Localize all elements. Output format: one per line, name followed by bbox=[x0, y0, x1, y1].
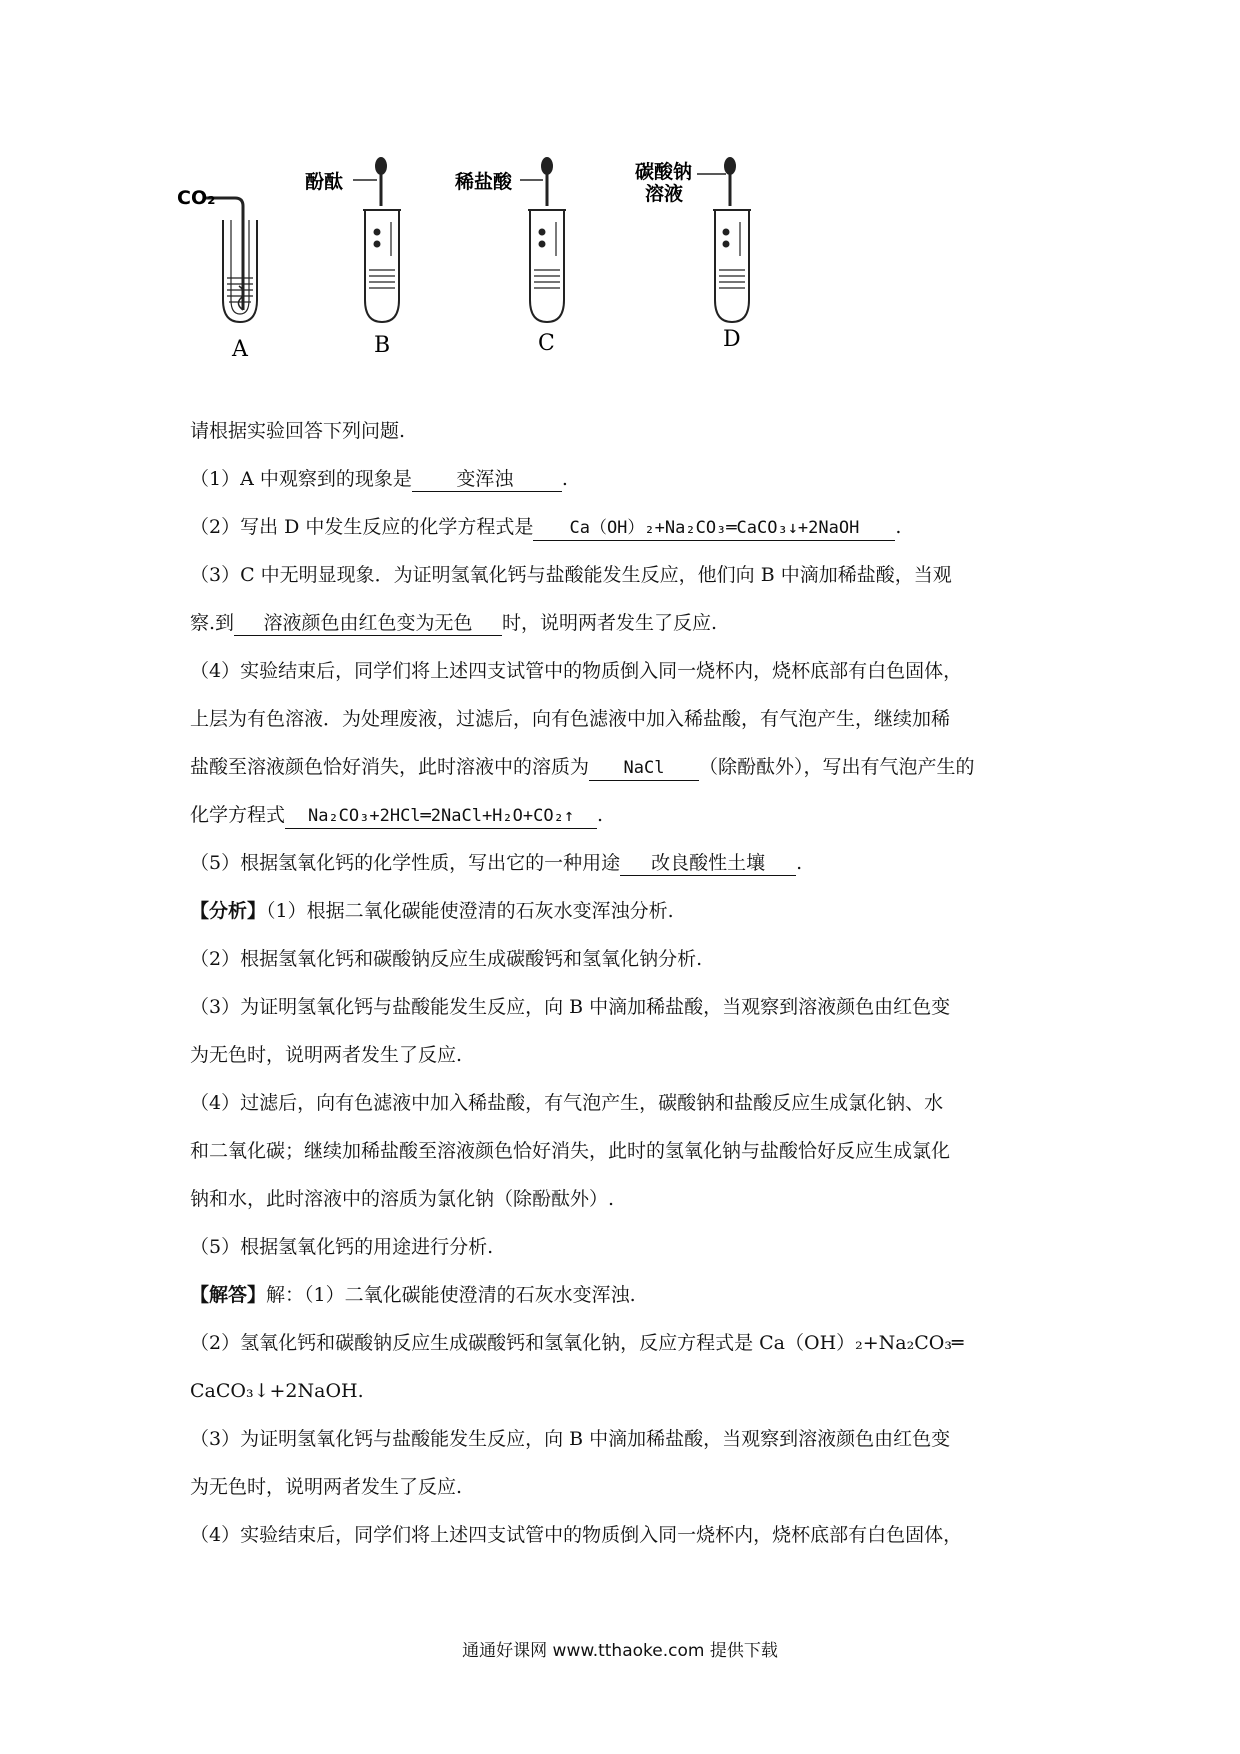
tube-c bbox=[528, 158, 566, 322]
reagent-label-d-line1: 碳酸钠 bbox=[635, 161, 693, 183]
analysis-4-line-2: 和二氧化碳；继续加稀盐酸至溶液颜色恰好消失，此时的氢氧化钠与盐酸恰好反应生成氯化 bbox=[190, 1140, 951, 1162]
analysis-heading: 【分析】 bbox=[190, 900, 267, 922]
question-3-line-2: 察.到 溶液颜色由红色变为无色 时，说明两者发生了反应. bbox=[190, 612, 718, 634]
reagent-label-c: 稀盐酸 bbox=[455, 171, 513, 193]
tube-letter-c: C bbox=[538, 331, 555, 356]
question-4-line-2: 上层为有色溶液．为处理废液，过滤后，向有色滤液中加入稀盐酸，有气泡产生，继续加稀 bbox=[190, 708, 951, 730]
question-2: （2）写出 D 中发生反应的化学方程式是 Ca（OH）₂+Na₂CO₃═CaCO₃↓+2NaOH . bbox=[190, 514, 1070, 562]
solution-heading: 【解答】 bbox=[190, 1284, 267, 1306]
tube-letter-b: B bbox=[374, 333, 391, 358]
answer-blank-4a: NaCl bbox=[589, 756, 699, 781]
question-4-line-3: 盐酸至溶液颜色恰好消失，此时溶液中的溶质为 NaCl （除酚酞外），写出有气泡产生的 bbox=[190, 754, 1070, 802]
question-1: （1）A 中观察到的现象是 变浑浊 . bbox=[190, 468, 568, 490]
tube-a bbox=[205, 198, 257, 322]
question-intro: 请根据实验回答下列问题. bbox=[190, 420, 406, 442]
solution-2-line-2: CaCO₃↓+2NaOH. bbox=[190, 1380, 364, 1402]
tube-b bbox=[363, 158, 401, 322]
tube-d bbox=[713, 158, 751, 322]
analysis-4-line-1: （4）过滤后，向有色滤液中加入稀盐酸，有气泡产生，碳酸钠和盐酸反应生成氯化钠、水 bbox=[190, 1092, 944, 1114]
question-5: （5）根据氢氧化钙的化学性质，写出它的一种用途 改良酸性土壤 . bbox=[190, 852, 803, 874]
solution-2-line-1: （2）氢氧化钙和碳酸钠反应生成碳酸钙和氢氧化钠，反应方程式是 Ca（OH）₂+Na₂CO₃═ bbox=[190, 1332, 964, 1354]
test-tube-figure bbox=[177, 160, 945, 400]
answer-blank-3: 溶液颜色由红色变为无色 bbox=[234, 611, 502, 636]
analysis-5: （5）根据氢氧化钙的用途进行分析. bbox=[190, 1236, 494, 1258]
reagent-label-d-line2: 溶液 bbox=[645, 183, 684, 205]
analysis-1: 【分析】（1）根据二氧化碳能使澄清的石灰水变浑浊分析. bbox=[190, 900, 674, 922]
footer-source: 通通好课网 www.tthaoke.com 提供下载 bbox=[462, 1641, 778, 1661]
answer-blank-5: 改良酸性土壤 bbox=[620, 851, 796, 876]
solution-4-line-1: （4）实验结束后，同学们将上述四支试管中的物质倒入同一烧杯内，烧杯底部有白色固体， bbox=[190, 1524, 963, 1546]
solution-3-line-2: 为无色时，说明两者发生了反应. bbox=[190, 1476, 463, 1498]
answer-blank-4b: Na₂CO₃+2HCl═2NaCl+H₂O+CO₂↑ bbox=[285, 804, 597, 829]
tube-letter-a: A bbox=[232, 337, 248, 362]
question-4-line-1: （4）实验结束后，同学们将上述四支试管中的物质倒入同一烧杯内，烧杯底部有白色固体， bbox=[190, 660, 963, 682]
question-body bbox=[190, 418, 1070, 1570]
answer-blank-1: 变浑浊 bbox=[412, 467, 562, 492]
tube-letter-d: D bbox=[723, 327, 741, 352]
analysis-4-line-3: 钠和水，此时溶液中的溶质为氯化钠（除酚酞外）. bbox=[190, 1188, 615, 1210]
analysis-2: （2）根据氢氧化钙和碳酸钠反应生成碳酸钙和氢氧化钠分析. bbox=[190, 948, 703, 970]
co2-label: CO₂ bbox=[177, 187, 216, 209]
test-tube-diagram bbox=[177, 160, 945, 400]
answer-blank-2: Ca（OH）₂+Na₂CO₃═CaCO₃↓+2NaOH bbox=[533, 516, 895, 541]
question-3-line-1: （3）C 中无明显现象．为证明氢氧化钙与盐酸能发生反应，他们向 B 中滴加稀盐酸，当观 bbox=[190, 564, 952, 586]
solution-3-line-1: （3）为证明氢氧化钙与盐酸能发生反应，向 B 中滴加稀盐酸，当观察到溶液颜色由红色变 bbox=[190, 1428, 951, 1450]
analysis-3-line-2: 为无色时，说明两者发生了反应. bbox=[190, 1044, 463, 1066]
analysis-3-line-1: （3）为证明氢氧化钙与盐酸能发生反应，向 B 中滴加稀盐酸，当观察到溶液颜色由红色变 bbox=[190, 996, 951, 1018]
question-4-line-4: 化学方程式 Na₂CO₃+2HCl═2NaCl+H₂O+CO₂↑ . bbox=[190, 802, 1070, 850]
solution-1: 【解答】解：（1）二氧化碳能使澄清的石灰水变浑浊. bbox=[190, 1284, 636, 1306]
reagent-label-b: 酚酞 bbox=[305, 171, 344, 193]
